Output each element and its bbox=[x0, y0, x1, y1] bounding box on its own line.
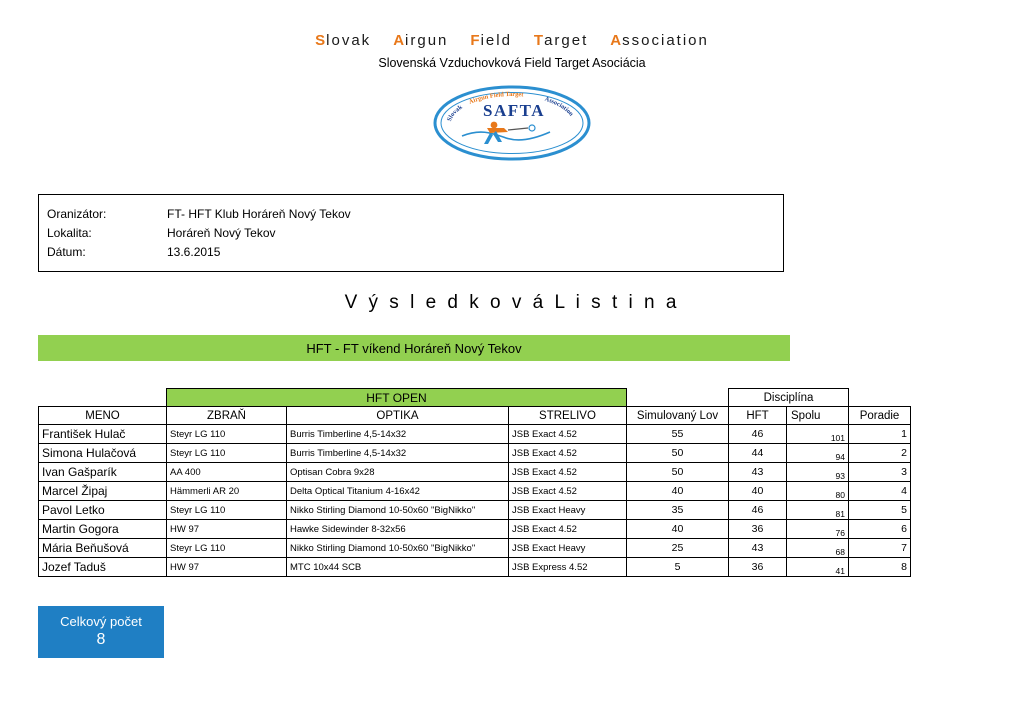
cell-meno: Simona Hulačová bbox=[39, 444, 167, 463]
cell-poradie: 1 bbox=[849, 425, 911, 444]
safta-logo-icon bbox=[432, 84, 592, 162]
cell-meno: Jozef Taduš bbox=[39, 558, 167, 577]
title-word bbox=[393, 32, 448, 49]
spacer-cell bbox=[39, 389, 167, 407]
cell-spolu: 93 bbox=[787, 463, 849, 482]
cell-sim: 40 bbox=[627, 520, 729, 539]
cell-sim: 5 bbox=[627, 558, 729, 577]
total-count-badge bbox=[38, 606, 164, 658]
cell-zbran: Hämmerli AR 20 bbox=[167, 482, 287, 501]
cell-meno: Pavol Letko bbox=[39, 501, 167, 520]
info-label: Dátum: bbox=[47, 245, 86, 259]
title-word-rest: irgun bbox=[405, 32, 449, 49]
table-row bbox=[39, 444, 911, 463]
cell-spolu: 68 bbox=[787, 539, 849, 558]
info-row bbox=[47, 224, 783, 243]
cell-meno: Mária Beňušová bbox=[39, 539, 167, 558]
group-hft-open: HFT OPEN bbox=[167, 389, 627, 407]
title-word-initial: F bbox=[470, 32, 481, 49]
cell-meno: Martin Gogora bbox=[39, 520, 167, 539]
svg-text:Airgun Field Target: Airgun Field Target bbox=[467, 90, 524, 106]
title-word-initial: S bbox=[315, 32, 327, 49]
page-title: V ý s l e d k o v á L i s t i n a bbox=[344, 292, 680, 313]
cell-poradie: 6 bbox=[849, 520, 911, 539]
cell-spolu: 76 bbox=[787, 520, 849, 539]
safta-logo bbox=[432, 84, 592, 162]
cell-sim: 50 bbox=[627, 444, 729, 463]
cell-hft: 40 bbox=[729, 482, 787, 501]
cell-spolu: 81 bbox=[787, 501, 849, 520]
cell-optika: Delta Optical Titanium 4-16x42 bbox=[287, 482, 509, 501]
title-word bbox=[534, 32, 588, 49]
title-word-rest: arget bbox=[544, 32, 589, 49]
title-word-initial: A bbox=[610, 32, 623, 49]
info-row bbox=[47, 205, 783, 224]
header-zbran: ZBRAŇ bbox=[167, 407, 287, 425]
cell-zbran: HW 97 bbox=[167, 558, 287, 577]
cell-spolu: 80 bbox=[787, 482, 849, 501]
cell-hft: 36 bbox=[729, 558, 787, 577]
title-word bbox=[470, 32, 512, 49]
info-value: FT- HFT Klub Horáreň Nový Tekov bbox=[167, 207, 351, 221]
cell-poradie: 8 bbox=[849, 558, 911, 577]
spacer-cell bbox=[627, 389, 729, 407]
cell-spolu: 41 bbox=[787, 558, 849, 577]
header-hft: HFT bbox=[729, 407, 787, 425]
header-poradie: Poradie bbox=[849, 407, 911, 425]
cell-poradie: 3 bbox=[849, 463, 911, 482]
table-row bbox=[39, 539, 911, 558]
header-strelivo: STRELIVO bbox=[509, 407, 627, 425]
svg-text:Slovak: Slovak bbox=[445, 103, 464, 123]
title-word-rest: ssociation bbox=[622, 32, 709, 49]
cell-meno: František Hulač bbox=[39, 425, 167, 444]
association-subtitle: Slovenská Vzduchovková Field Target Asociácia bbox=[378, 56, 646, 70]
cell-hft: 36 bbox=[729, 520, 787, 539]
cell-hft: 44 bbox=[729, 444, 787, 463]
info-label: Oranizátor: bbox=[47, 207, 107, 221]
header-meno: MENO bbox=[39, 407, 167, 425]
table-row bbox=[39, 482, 911, 501]
cell-spolu: 101 bbox=[787, 425, 849, 444]
cell-strelivo: JSB Exact Heavy bbox=[509, 501, 627, 520]
svg-text:SAFTA: SAFTA bbox=[483, 101, 545, 120]
cell-poradie: 5 bbox=[849, 501, 911, 520]
cell-strelivo: JSB Exact 4.52 bbox=[509, 520, 627, 539]
cell-strelivo: JSB Exact 4.52 bbox=[509, 482, 627, 501]
title-word bbox=[610, 32, 709, 49]
cell-optika: Burris Timberline 4,5-14x32 bbox=[287, 425, 509, 444]
cell-poradie: 4 bbox=[849, 482, 911, 501]
cell-zbran: Steyr LG 110 bbox=[167, 444, 287, 463]
results-table-wrap bbox=[38, 388, 910, 577]
cell-zbran: Steyr LG 110 bbox=[167, 425, 287, 444]
results-table bbox=[38, 388, 911, 577]
header-optika: OPTIKA bbox=[287, 407, 509, 425]
table-row bbox=[39, 558, 911, 577]
cell-zbran: HW 97 bbox=[167, 520, 287, 539]
table-row bbox=[39, 463, 911, 482]
cell-hft: 46 bbox=[729, 501, 787, 520]
cell-sim: 40 bbox=[627, 482, 729, 501]
cell-optika: Optisan Cobra 9x28 bbox=[287, 463, 509, 482]
cell-hft: 43 bbox=[729, 539, 787, 558]
cell-poradie: 7 bbox=[849, 539, 911, 558]
header-spolu: Spolu bbox=[787, 407, 849, 425]
cell-optika: Nikko Stirling Diamond 10-50x60 "BigNikko" bbox=[287, 501, 509, 520]
cell-sim: 50 bbox=[627, 463, 729, 482]
title-word-initial: A bbox=[393, 32, 406, 49]
cell-meno: Marcel Žipaj bbox=[39, 482, 167, 501]
cell-strelivo: JSB Exact 4.52 bbox=[509, 463, 627, 482]
cell-sim: 35 bbox=[627, 501, 729, 520]
table-row bbox=[39, 425, 911, 444]
total-count-value: 8 bbox=[96, 631, 106, 648]
cell-optika: Burris Timberline 4,5-14x32 bbox=[287, 444, 509, 463]
cell-zbran: AA 400 bbox=[167, 463, 287, 482]
cell-optika: Nikko Stirling Diamond 10-50x60 "BigNikko" bbox=[287, 539, 509, 558]
cell-strelivo: JSB Exact 4.52 bbox=[509, 444, 627, 463]
cell-poradie: 2 bbox=[849, 444, 911, 463]
spacer-cell bbox=[849, 389, 911, 407]
group-discipline: Disciplína bbox=[729, 389, 849, 407]
total-count-label: Celkový počet bbox=[60, 614, 142, 629]
table-header-row bbox=[39, 407, 911, 425]
cell-strelivo: JSB Express 4.52 bbox=[509, 558, 627, 577]
svg-text:Association: Association bbox=[543, 95, 575, 118]
title-word-rest: ield bbox=[480, 32, 512, 49]
cell-hft: 43 bbox=[729, 463, 787, 482]
info-row bbox=[47, 243, 783, 262]
title-word-rest: lovak bbox=[326, 32, 372, 49]
table-row bbox=[39, 520, 911, 539]
event-info-box bbox=[38, 194, 784, 272]
association-title bbox=[0, 32, 1024, 49]
cell-sim: 55 bbox=[627, 425, 729, 444]
title-word-initial: T bbox=[533, 32, 545, 49]
cell-zbran: Steyr LG 110 bbox=[167, 501, 287, 520]
event-banner: HFT - FT víkend Horáreň Nový Tekov bbox=[38, 335, 790, 361]
cell-zbran: Steyr LG 110 bbox=[167, 539, 287, 558]
cell-optika: Hawke Sidewinder 8-32x56 bbox=[287, 520, 509, 539]
cell-sim: 25 bbox=[627, 539, 729, 558]
cell-hft: 46 bbox=[729, 425, 787, 444]
cell-meno: Ivan Gašparík bbox=[39, 463, 167, 482]
header-simulovany-lov: Simulovaný Lov bbox=[627, 407, 729, 425]
info-value: Horáreň Nový Tekov bbox=[167, 226, 276, 240]
table-row bbox=[39, 501, 911, 520]
title-word bbox=[315, 32, 371, 49]
cell-strelivo: JSB Exact Heavy bbox=[509, 539, 627, 558]
info-label: Lokalita: bbox=[47, 226, 92, 240]
cell-strelivo: JSB Exact 4.52 bbox=[509, 425, 627, 444]
table-group-row bbox=[39, 389, 911, 407]
cell-spolu: 94 bbox=[787, 444, 849, 463]
cell-optika: MTC 10x44 SCB bbox=[287, 558, 509, 577]
info-value: 13.6.2015 bbox=[167, 245, 221, 259]
